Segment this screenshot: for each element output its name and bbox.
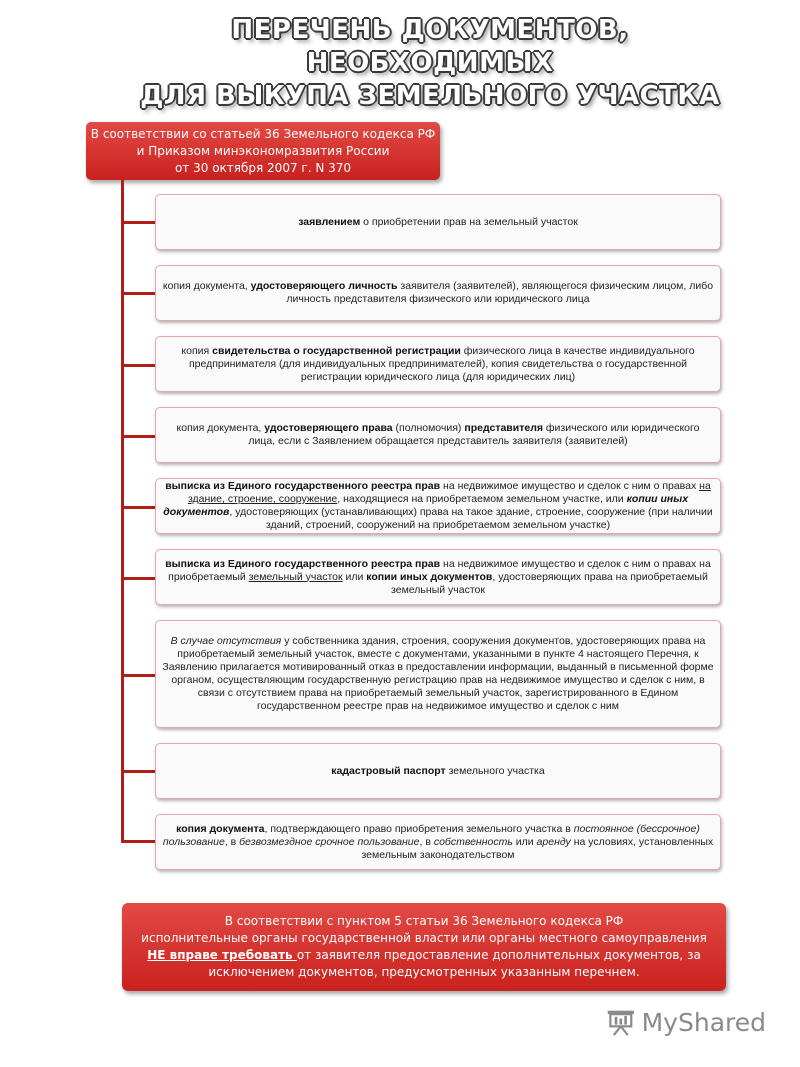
tree-connector-branch xyxy=(121,364,157,367)
tree-connector-vertical xyxy=(121,180,124,841)
item-underlined: земельный участок xyxy=(248,570,343,583)
item-text: копия документа, xyxy=(162,280,251,292)
item-bold: удостоверяющего права xyxy=(264,422,393,434)
item-text: копия xyxy=(181,344,213,357)
footer-line-3: от заявителя предоставление дополнительных документов, за xyxy=(296,948,701,962)
item-bold: копии иных документов xyxy=(366,570,493,583)
document-item-building-rights-extract xyxy=(155,478,721,534)
document-item-registration-certificate xyxy=(155,336,721,392)
item-text: земельного участка xyxy=(445,764,545,777)
item-italic: постоянное (бессрочное) пользование xyxy=(162,822,700,848)
item-text: , в xyxy=(419,835,434,848)
item-text: , удостоверяющих (устанавливающих) права на такое здание, строение, сооружение (при наличии зданий, строений, сооружений на приобретаемом земельном участке) xyxy=(229,506,713,531)
item-text: на условиях, установленных земельным законодательством xyxy=(361,835,714,861)
myshared-logo-icon xyxy=(606,1005,636,1039)
item-bold: копия документа xyxy=(176,822,265,835)
legal-basis-line-3: от 30 октября 2007 г. N 370 xyxy=(174,160,352,175)
item-text: о приобретении прав на земельный участок xyxy=(360,215,578,228)
document-item-application xyxy=(155,194,721,250)
item-text: , подтверждающего право приобретения земельного участка в xyxy=(264,822,574,835)
tree-connector-branch xyxy=(121,770,157,773)
item-underlined: на здание, строение, сооружение xyxy=(187,480,711,505)
item-italic: В случае отсутствия xyxy=(170,635,282,647)
item-text: , находящиеся на приобретаемом земельном участке, или xyxy=(337,493,627,505)
tree-connector-branch xyxy=(121,840,157,843)
item-text: физического или юридического лица, если с Заявлением обращается представитель заявителя (заявителей) xyxy=(248,422,700,447)
item-text: или xyxy=(342,570,367,583)
legal-basis-line-1: В соответствии со статьей 36 Земельного кодекса РФ xyxy=(90,126,436,141)
myshared-logo-text: MyShared xyxy=(641,1007,766,1037)
document-item-cadastral-passport xyxy=(155,743,721,799)
item-bold: представителя xyxy=(464,422,543,434)
page-title-line-1: ПЕРЕЧЕНЬ ДОКУМЕНТОВ, НЕОБХОДИМЫХ xyxy=(231,15,629,78)
item-text: , в xyxy=(224,835,240,848)
document-item-land-rights-extract xyxy=(155,549,721,605)
tree-connector-branch xyxy=(121,577,157,580)
document-item-acquisition-right-proof xyxy=(155,814,721,870)
item-text: , удостоверяющих права на приобретаемый земельный участок xyxy=(391,570,708,596)
item-text: у собственника здания, строения, сооружения документов, удостоверяющих права на приобретаемый земельный участок, вместе с документами, указанными в пункте 4 настоящего Перечня, к Заявлению прилагается мотивированный отказ в предоставлении информации, выданный в письменной форме органом, осуществляющим государственную регистрацию прав на недвижимое имущество и сделок с ним, в связи с отсутствием права на приобретаемый земельный участок, зарегистрированного в Едином государственном реестре прав на недвижимое имущество и сделок с ним xyxy=(162,635,714,712)
footer-notice xyxy=(122,903,726,991)
legal-basis-header xyxy=(86,122,440,180)
item-text: на недвижимое имущество и сделок с ним о правах xyxy=(440,480,700,492)
page-title-line-2: ДЛЯ ВЫКУПА ЗЕМЕЛЬНОГО УЧАСТКА xyxy=(140,81,720,111)
footer-line-4: исключением документов, предусмотренных указанным перечнем. xyxy=(208,965,640,979)
tree-connector-branch xyxy=(121,435,157,438)
footer-emphasis: НЕ вправе требовать xyxy=(147,948,297,962)
item-italic: аренду xyxy=(536,835,571,848)
footer-line-2: исполнительные органы государственной власти или органы местного самоуправления xyxy=(141,931,707,945)
page-title xyxy=(120,14,740,113)
tree-connector-branch xyxy=(121,292,157,295)
myshared-logo xyxy=(606,1004,766,1040)
item-bold-italic: копии иных документов xyxy=(163,493,689,518)
item-text: на недвижимое имущество и сделок с ним о правах на приобретаемый xyxy=(168,557,711,583)
legal-basis-line-2: и Приказом минэкономразвития России xyxy=(136,143,390,158)
tree-connector-branch xyxy=(121,506,157,509)
document-item-refusal-notice xyxy=(155,620,721,728)
item-italic: собственность xyxy=(433,835,513,848)
tree-connector-branch xyxy=(121,674,157,677)
item-bold: выписка из Единого государственного реестра прав xyxy=(165,480,441,492)
item-text: заявителя (заявителей), являющегося физическим лицом, либо личность представителя физического или юридического лица xyxy=(286,280,714,305)
item-bold: заявлением xyxy=(298,215,361,228)
item-bold: кадастровый паспорт xyxy=(331,764,446,777)
tree-connector-branch xyxy=(121,221,157,224)
footer-line-1: В соответствии с пунктом 5 статьи 36 Земельного кодекса РФ xyxy=(224,914,624,928)
item-text: копия документа, xyxy=(176,422,265,434)
item-text: или xyxy=(512,835,537,848)
item-text: (полномочия) xyxy=(392,422,465,434)
item-bold: выписка из Единого государственного реестра прав xyxy=(165,557,441,570)
item-bold: свидетельства о государственной регистрации xyxy=(212,344,461,357)
item-bold: удостоверяющего личность xyxy=(250,280,398,292)
item-text: физического лица в качестве индивидуального предпринимателя (для индивидуальных предпринимателей), копия свидетельства о государственной регистрации юридического лица (для юридических лиц) xyxy=(188,344,695,383)
document-item-representative-authority xyxy=(155,407,721,463)
item-italic: безвозмездное срочное пользование xyxy=(239,835,420,848)
document-item-identity xyxy=(155,265,721,321)
